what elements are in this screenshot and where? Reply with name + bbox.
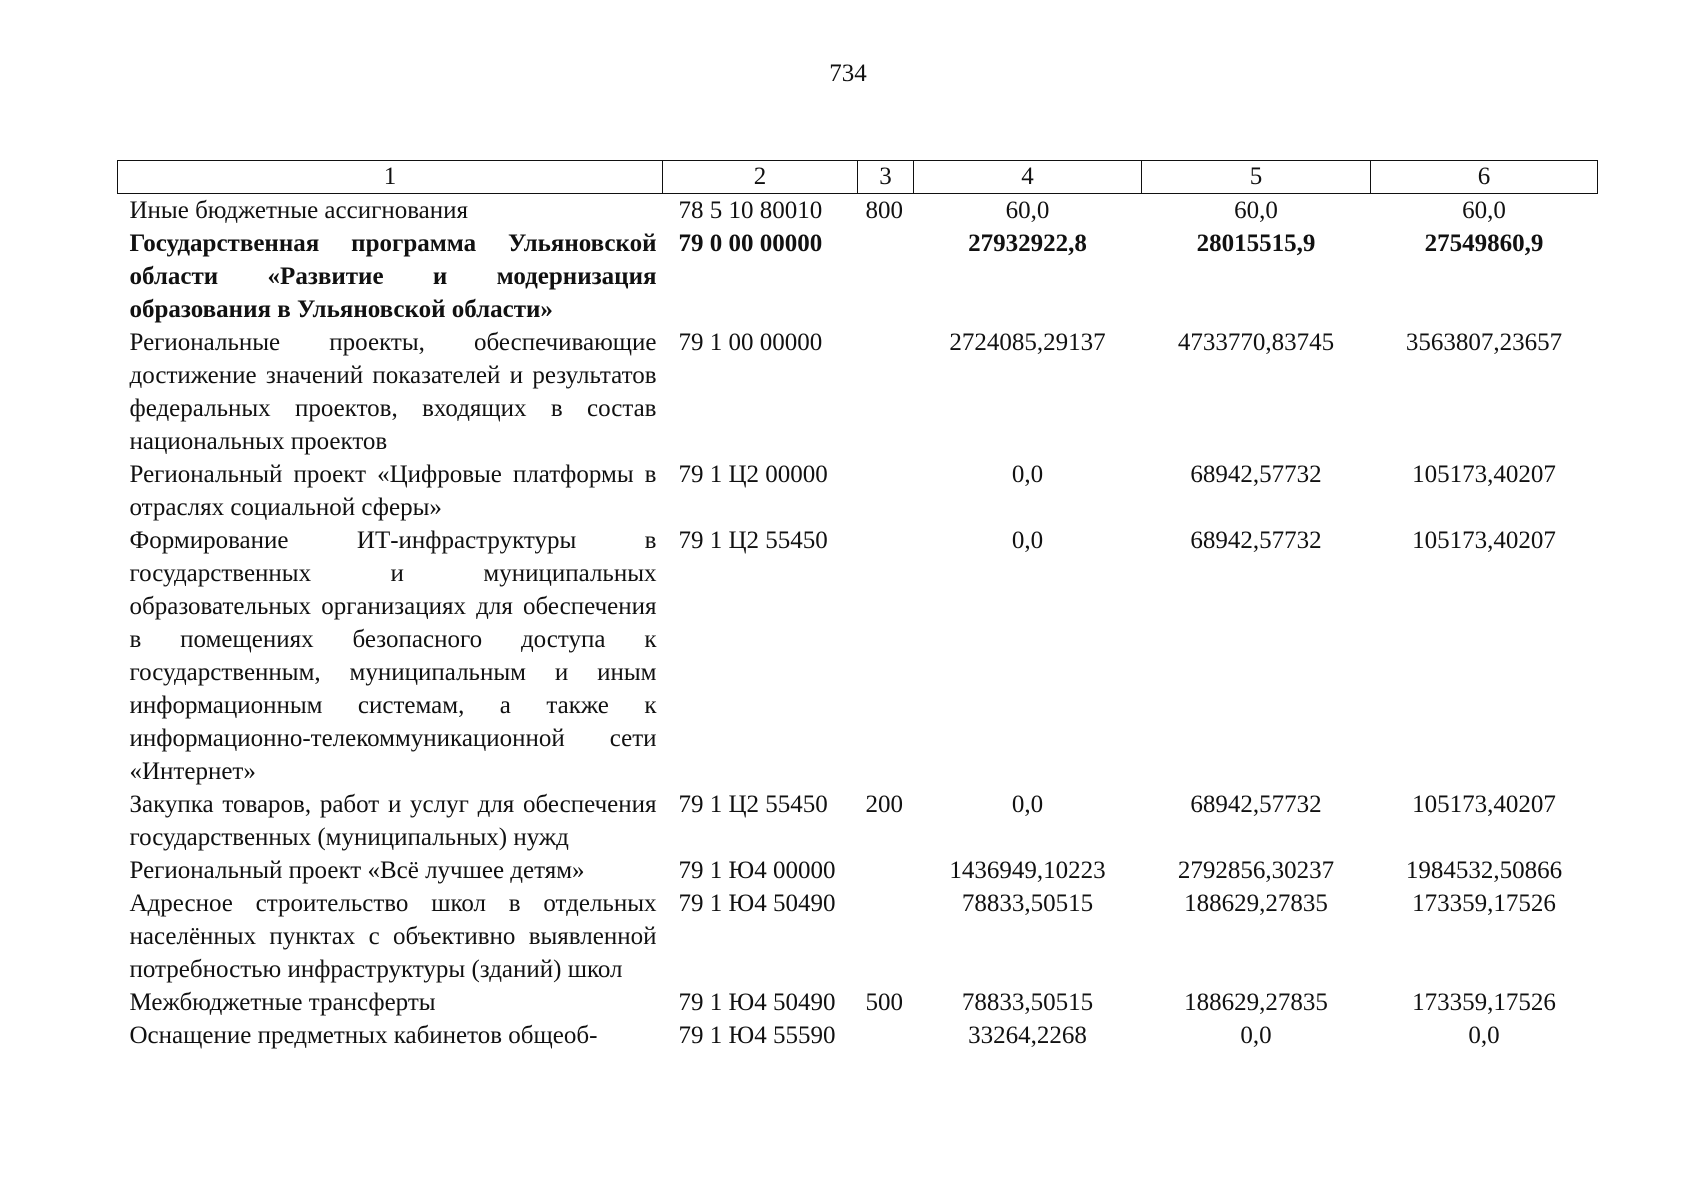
row-code: 79 1 Ц2 55450 bbox=[678, 527, 828, 554]
row-name: Межбюджетные трансферты bbox=[129, 989, 436, 1016]
row-value-col5: 0,0 bbox=[1240, 1022, 1272, 1049]
row-value-col5: 188629,27835 bbox=[1184, 890, 1328, 917]
table-row bbox=[118, 227, 1598, 326]
row-value-col5: 4733770,83745 bbox=[1177, 329, 1335, 356]
column-header-6: 6 bbox=[1371, 161, 1598, 194]
row-expense-type bbox=[858, 227, 914, 326]
row-value-col4: 1436949,10223 bbox=[949, 857, 1106, 884]
row-value-col6: 60,0 bbox=[1462, 197, 1506, 224]
row-name: Формирование ИТ-инфраструктуры в государственных и муниципальных образовательных организациях для обеспечения в помещениях безопасного доступа к государственным, муниципальным и иным информационным системам, а также к информационно-телекоммуникационной сети «Интернет» bbox=[129, 527, 657, 785]
column-header-2: 2 bbox=[663, 161, 858, 194]
table-row bbox=[118, 1019, 1598, 1052]
row-value-col6: 1984532,50866 bbox=[1405, 857, 1563, 884]
table-row bbox=[118, 788, 1598, 854]
row-expense-type bbox=[858, 524, 914, 788]
row-name: Региональные проекты, обеспечивающие достижение значений показателей и результатов федеральных проектов, входящих в состав национальных проектов bbox=[129, 329, 657, 455]
row-expense-type: 200 bbox=[865, 791, 903, 818]
row-value-col4: 0,0 bbox=[1011, 461, 1044, 488]
row-code: 79 1 Ю4 55590 bbox=[678, 1022, 836, 1049]
row-code: 78 5 10 80010 bbox=[678, 197, 823, 224]
row-code: 79 1 Ю4 00000 bbox=[678, 857, 836, 884]
table-row bbox=[118, 887, 1598, 986]
row-code: 79 1 Ю4 50490 bbox=[678, 989, 836, 1016]
row-value-col4: 78833,50515 bbox=[961, 890, 1094, 917]
row-name: Региональный проект «Цифровые платформы в отраслях социальной сферы» bbox=[129, 461, 657, 521]
row-expense-type bbox=[858, 458, 914, 524]
row-value-col4: 60,0 bbox=[1005, 197, 1050, 224]
row-value-col5: 68942,57732 bbox=[1190, 527, 1322, 554]
row-name: Оснащение предметных кабинетов общеоб- bbox=[129, 1022, 598, 1049]
row-value-col5: 68942,57732 bbox=[1190, 791, 1322, 818]
row-code: 79 1 Ц2 00000 bbox=[678, 461, 828, 488]
row-name: Иные бюджетные ассигнования bbox=[129, 197, 469, 224]
row-value-col6: 3563807,23657 bbox=[1405, 329, 1563, 356]
row-code: 79 1 Ю4 50490 bbox=[678, 890, 836, 917]
row-expense-type bbox=[858, 887, 914, 986]
budget-table bbox=[117, 160, 1598, 1052]
row-value-col5: 60,0 bbox=[1234, 197, 1278, 224]
table-row bbox=[118, 524, 1598, 788]
row-code: 79 1 Ц2 55450 bbox=[678, 791, 828, 818]
row-value-col6: 105173,40207 bbox=[1412, 527, 1556, 554]
column-header-4: 4 bbox=[914, 161, 1142, 194]
column-header-1: 1 bbox=[118, 161, 663, 194]
row-expense-type: 500 bbox=[865, 989, 903, 1016]
table-row bbox=[118, 854, 1598, 887]
row-value-col5: 2792856,30237 bbox=[1177, 857, 1335, 884]
row-value-col4: 33264,2268 bbox=[968, 1022, 1087, 1049]
row-value-col4: 0,0 bbox=[1011, 791, 1044, 818]
row-value-col4: 2724085,29137 bbox=[949, 329, 1106, 356]
row-value-col4: 27932922,8 bbox=[968, 230, 1087, 257]
row-value-col6: 27549860,9 bbox=[1424, 230, 1544, 257]
row-value-col4: 0,0 bbox=[1011, 527, 1044, 554]
row-value-col5: 28015515,9 bbox=[1196, 230, 1316, 257]
row-value-col5: 68942,57732 bbox=[1190, 461, 1322, 488]
row-value-col4: 78833,50515 bbox=[961, 989, 1094, 1016]
column-header-5: 5 bbox=[1142, 161, 1371, 194]
table-row bbox=[118, 458, 1598, 524]
row-expense-type bbox=[858, 326, 914, 458]
page-number: 734 bbox=[829, 60, 867, 87]
row-name: Адресное строительство школ в отдельных населённых пунктах с объективно выявленной потребностью инфраструктуры (зданий) школ bbox=[129, 890, 657, 983]
row-value-col6: 173359,17526 bbox=[1412, 890, 1556, 917]
row-expense-type: 800 bbox=[865, 197, 903, 224]
row-value-col6: 105173,40207 bbox=[1412, 791, 1556, 818]
table-row bbox=[118, 194, 1598, 228]
table-header-row bbox=[118, 161, 1598, 194]
row-value-col5: 188629,27835 bbox=[1184, 989, 1328, 1016]
column-header-3: 3 bbox=[858, 161, 914, 194]
table-row bbox=[118, 326, 1598, 458]
row-code: 79 0 00 00000 bbox=[678, 230, 823, 257]
row-name: Региональный проект «Всё лучшее детям» bbox=[129, 857, 585, 884]
row-expense-type bbox=[858, 1019, 914, 1052]
table-row bbox=[118, 986, 1598, 1019]
row-expense-type bbox=[858, 854, 914, 887]
row-code: 79 1 00 00000 bbox=[678, 329, 823, 356]
row-name: Государственная программа Ульяновской области «Развитие и модернизация образования в Ульяновской области» bbox=[129, 230, 657, 323]
row-name: Закупка товаров, работ и услуг для обеспечения государственных (муниципальных) нужд bbox=[129, 791, 657, 851]
row-value-col6: 0,0 bbox=[1468, 1022, 1500, 1049]
row-value-col6: 105173,40207 bbox=[1412, 461, 1556, 488]
row-value-col6: 173359,17526 bbox=[1412, 989, 1556, 1016]
